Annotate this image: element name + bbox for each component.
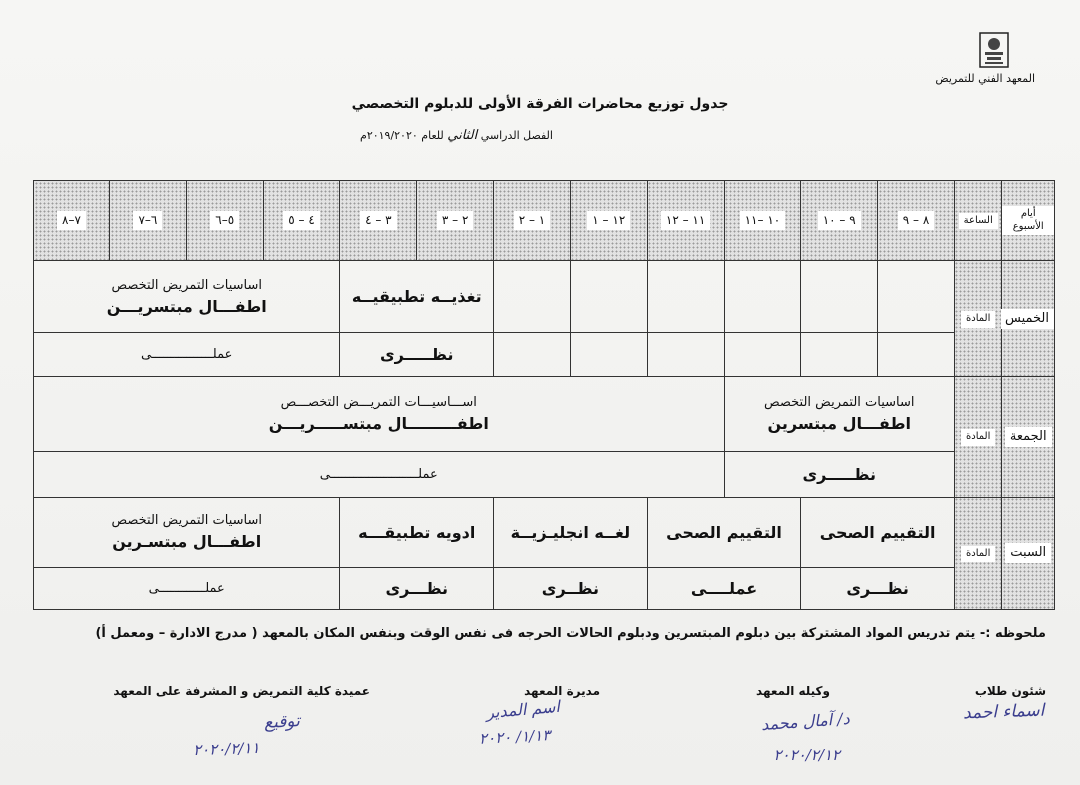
header-row — [34, 181, 1055, 261]
empty-slot — [801, 333, 878, 377]
time-slot-label: ٥–٦ — [210, 211, 239, 230]
time-slot — [263, 181, 340, 261]
course-name: التقييم الصحى — [819, 522, 936, 542]
thursday-row-2 — [34, 333, 1055, 377]
saturday-practical-sub — [34, 567, 340, 609]
time-slot-label: ٨ – ٩ — [898, 211, 935, 230]
subtitle-prefix: الفصل الدراسي — [480, 129, 553, 142]
subject-label: المادة — [961, 311, 995, 328]
empty-slot — [647, 261, 724, 333]
days-header-label: أيام الأسبوع — [1002, 206, 1054, 235]
time-slot-label: ٧–٨ — [57, 211, 86, 230]
empty-slot — [724, 333, 801, 377]
time-slot-label: ٤ – ٥ — [283, 211, 320, 230]
thursday-nutrition-cell — [340, 261, 494, 333]
time-slot — [647, 181, 724, 261]
course-name: اساسيات التمريض التخصص — [111, 277, 262, 293]
time-slot-label: ١ – ٢ — [514, 211, 551, 230]
course-name: اطفـــــــــال مبتســـــريـــن — [268, 414, 489, 433]
time-slot-label: ٢ – ٣ — [437, 211, 474, 230]
session-type: عملــــى — [690, 578, 758, 598]
friday-specialty-b-cell — [34, 377, 725, 451]
time-slot — [417, 181, 494, 261]
time-slot-label: ١٠ –١١ — [740, 211, 786, 230]
sig-dean-date: ٢٠٢٠/٢/١١ — [193, 738, 261, 760]
saturday-health1-cell — [801, 497, 955, 567]
subject-label: المادة — [961, 429, 995, 446]
course-name: اساسيات التمريض التخصص — [763, 395, 915, 410]
saturday-row-1 — [34, 497, 1055, 567]
institute-logo-icon — [977, 30, 1011, 70]
empty-slot — [494, 333, 571, 377]
friday-theory-cell — [724, 451, 954, 497]
day-cell-saturday — [1002, 497, 1055, 609]
saturday-health2-cell — [647, 497, 801, 567]
sig-director-handwritten: اسم المدير — [485, 696, 561, 723]
session-type: نظـــــرى — [802, 464, 876, 484]
saturday-drugs-cell — [340, 497, 494, 567]
thursday-practical-cell — [34, 333, 340, 377]
saturday-health2-sub — [647, 567, 801, 609]
saturday-english-sub — [494, 567, 648, 609]
friday-row-2 — [34, 451, 1055, 497]
hour-header-cell — [954, 181, 1002, 261]
session-type: عملــــــــــــــــى — [141, 347, 233, 363]
course-name: التقييم الصحى — [666, 522, 782, 542]
session-type: نظـــرى — [846, 578, 909, 598]
empty-slot — [647, 333, 724, 377]
empty-slot — [878, 261, 955, 333]
subject-label-cell — [954, 497, 1002, 609]
empty-slot — [724, 261, 801, 333]
session-type: عملــــــــــــى — [148, 580, 225, 596]
subject-label-cell — [954, 377, 1002, 497]
thursday-theory-cell — [340, 333, 494, 377]
empty-slot — [494, 261, 571, 333]
subtitle-term-handwritten: الثاني — [447, 128, 478, 143]
saturday-specialty-cell — [34, 497, 340, 567]
time-slot-label: ٦–٧ — [133, 211, 162, 230]
friday-specialty-a-cell — [724, 377, 954, 451]
empty-slot — [878, 333, 955, 377]
time-slot — [340, 181, 417, 261]
time-slot-label: ٩ – ١٠ — [818, 211, 861, 230]
saturday-drugs-sub — [340, 567, 494, 609]
session-type: نظـــرى — [385, 578, 449, 598]
time-slot-label: ٣ – ٤ — [360, 211, 397, 230]
days-header-cell — [1002, 181, 1055, 261]
time-slot-label: ١٢ – ١ — [587, 211, 630, 230]
time-slot-label: ١١ – ١٢ — [661, 211, 710, 230]
session-type: نظـــــرى — [379, 345, 454, 365]
time-slot — [186, 181, 263, 261]
course-name: اطفـــال مبتسرين — [767, 414, 911, 433]
time-slot — [724, 181, 801, 261]
subject-label-cell — [954, 261, 1002, 377]
day-label: الجمعة — [1005, 427, 1052, 447]
day-cell-friday — [1002, 377, 1055, 497]
schedule-subtitle — [360, 128, 553, 143]
empty-slot — [570, 261, 647, 333]
saturday-health1-sub — [801, 567, 955, 609]
empty-slot — [570, 333, 647, 377]
friday-practical-cell — [34, 451, 725, 497]
course-name: اطفـــال مبتسـرين — [112, 532, 262, 552]
friday-row-1 — [34, 377, 1055, 451]
thursday-specialty-cell — [34, 261, 340, 333]
sig-deputy-date: ٢٠٢٠/٢/١٢ — [773, 746, 840, 764]
time-slot — [34, 181, 110, 261]
course-name: اطفـــال مبتسريـــن — [106, 296, 267, 316]
hour-header-label: الساعة — [959, 213, 998, 230]
course-name: ادويه تطبيقـــه — [358, 522, 476, 542]
day-cell-thursday — [1002, 261, 1055, 377]
course-name: اساسيات التمريض التخصص — [111, 513, 262, 529]
day-label: الخميس — [1000, 309, 1054, 329]
time-slot — [494, 181, 571, 261]
sig-dean-label: عميدة كلية التمريض و المشرفة على المعهد — [113, 684, 370, 698]
time-slot — [878, 181, 955, 261]
schedule-title: جدول توزيع محاضرات الفرقة الأولى للدبلوم التخصصي — [351, 96, 729, 112]
sig-director-date: ١/١٣/ ٢٠٢٠ — [478, 726, 551, 748]
subtitle-year: للعام ٢٠١٩/٢٠٢٠م — [360, 129, 444, 142]
subject-label: المادة — [961, 546, 995, 563]
institute-name: المعهد الفني للتمريض — [935, 72, 1035, 85]
sig-deputy-handwritten: د/ آمال محمد — [760, 708, 851, 735]
empty-slot — [801, 261, 878, 333]
time-slot — [570, 181, 647, 261]
sig-director-label: مديرة المعهد — [524, 684, 600, 698]
schedule-table — [33, 180, 1055, 610]
sig-deputy-label: وكيله المعهد — [756, 684, 830, 698]
sig-dean-handwritten: توقيع — [263, 711, 301, 733]
saturday-row-2 — [34, 567, 1055, 609]
time-slot — [110, 181, 187, 261]
footnote: ملحوظه :- يتم تدريس المواد المشتركة بين دبلوم المبتسرين ودبلوم الحالات الحرجه فى نفس الوقت وبنفس المكان بالمعهد ( مدرج الادارة – ومعمل أ) — [95, 626, 1046, 641]
thursday-row-1 — [34, 261, 1055, 333]
sig-student-affairs-label: شئون طلاب — [974, 684, 1046, 698]
saturday-english-cell — [494, 497, 648, 567]
day-label: السبت — [1005, 543, 1051, 563]
time-slot — [801, 181, 878, 261]
session-type: نظــرى — [541, 578, 599, 598]
session-type: عملـــــــــــــــــــــــى — [319, 466, 438, 482]
sig-student-affairs-handwritten: اسماء احمد — [962, 700, 1045, 724]
course-name: تغذيــه تطبيقيــه — [351, 287, 482, 307]
course-name: اســـاسيـــات التمريـــض التخصـــص — [280, 395, 477, 410]
course-name: لغــه انجليـزيــة — [510, 522, 631, 542]
